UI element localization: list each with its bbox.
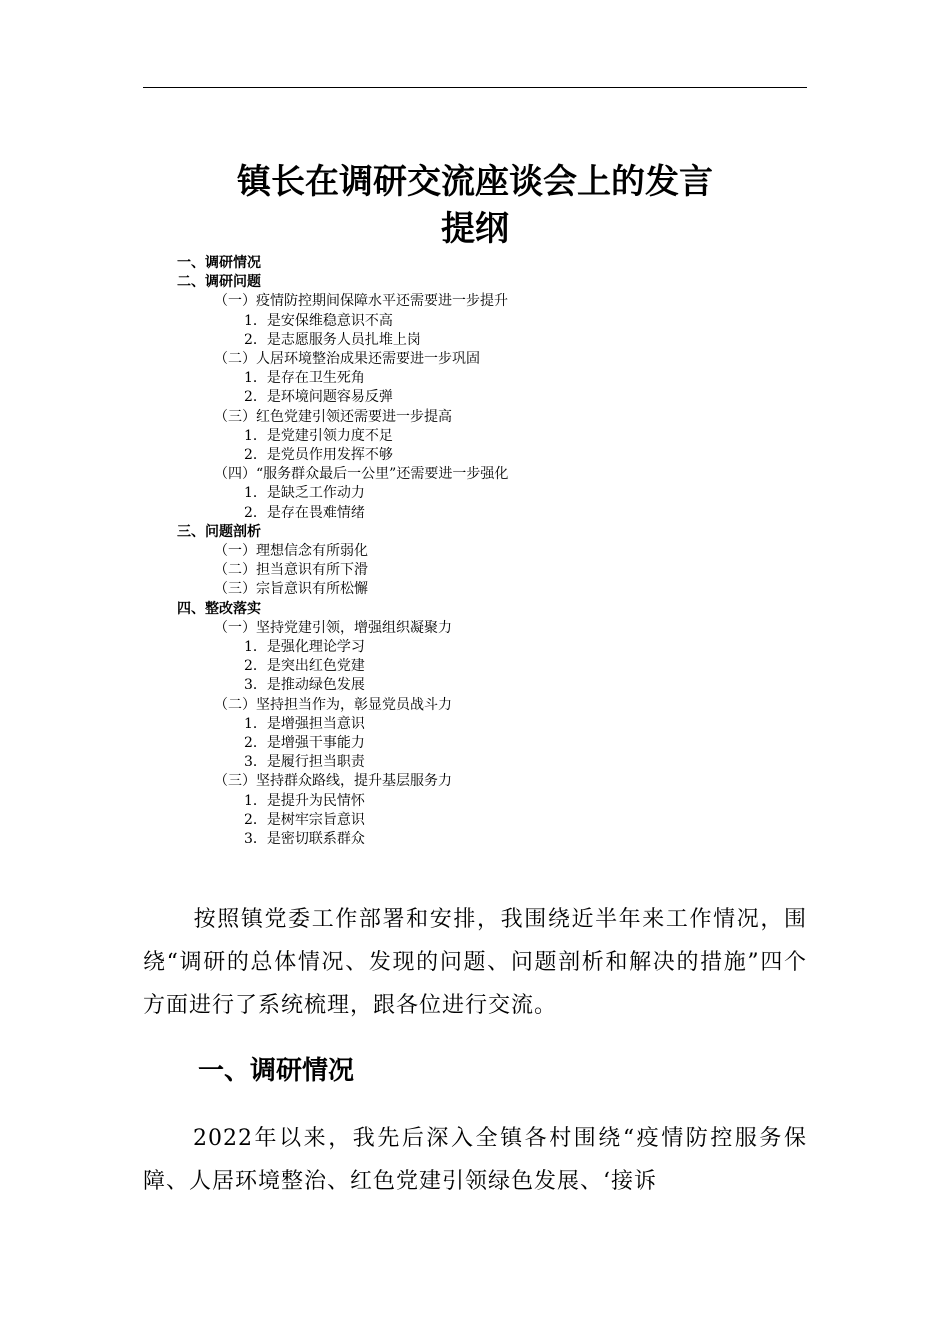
outline-item-level3: 1．是增强担当意识 xyxy=(244,715,365,732)
outline-item-level3: 1．是强化理论学习 xyxy=(244,639,365,655)
section-paragraph xyxy=(143,1117,807,1203)
outline-item-level3: 1．是党建引领力度不足 xyxy=(244,427,393,444)
intro-paragraph-text: 按照镇党委工作部署和安排，我围绕近半年来工作情况，围绕“调研的总体情况、发现的问题、问题剖析和解决的措施”四个方面进行了系统梳理，跟各位进行交流。 xyxy=(143,907,807,1018)
section-paragraph-text: 2022年以来，我先后深入全镇各村围绕“疫情防控服务保障、人居环境整治、红色党建引领绿色发展、‘接诉 xyxy=(143,1126,807,1194)
outline-item-level2: （一）坚持党建引领，增强组织凝聚力 xyxy=(214,619,452,636)
outline-item-level3: 1．是提升为民情怀 xyxy=(244,792,365,809)
outline-item-level3: 3．是密切联系群众 xyxy=(244,831,365,847)
outline-item-level2: （四）“服务群众最后一公里”还需要进一步强化 xyxy=(214,466,509,483)
outline-item-level1: 一、调研情况 xyxy=(177,255,261,271)
outline-item-level2: （一）疫情防控期间保障水平还需要进一步提升 xyxy=(214,293,508,310)
outline-item-level3: 1．是缺乏工作动力 xyxy=(244,485,365,502)
outline-item-level3: 2．是环境问题容易反弹 xyxy=(244,389,393,406)
outline-item-level2: （三）红色党建引领还需要进一步提高 xyxy=(214,408,452,425)
outline-item-level2: （二）人居环境整治成果还需要进一步巩固 xyxy=(214,351,480,367)
outline-item-level1: 二、调研问题 xyxy=(177,274,261,291)
intro-paragraph xyxy=(143,898,807,1027)
outline-item-level1: 三、问题剖析 xyxy=(177,523,261,540)
outline-item-level2: （二）担当意识有所下滑 xyxy=(214,562,368,579)
outline-item-level3: 2．是志愿服务人员扎堆上岗 xyxy=(244,331,421,348)
outline-item-level2: （二）坚持担当作为，彰显党员战斗力 xyxy=(214,696,452,713)
outline-item-level1: 四、整改落实 xyxy=(177,600,261,617)
outline-item-level3: 2．是存在畏难情绪 xyxy=(244,504,365,521)
document-title: 镇长在调研交流座谈会上的发言 xyxy=(237,162,713,202)
header-rule xyxy=(143,87,807,88)
outline-item-level2: （三）坚持群众路线，提升基层服务力 xyxy=(214,773,452,790)
outline-item-level3: 2．是树牢宗旨意识 xyxy=(244,811,365,828)
document-title-line2: 提纲 xyxy=(441,209,509,249)
outline-item-level3: 2．是党员作用发挥不够 xyxy=(244,447,393,463)
outline-item-level3: 3．是推动绿色发展 xyxy=(244,677,365,694)
outline-item-level3: 2．是增强干事能力 xyxy=(244,735,365,751)
outline-item-level3: 1．是安保维稳意识不高 xyxy=(244,312,393,329)
outline-item-level3: 2．是突出红色党建 xyxy=(244,658,365,675)
outline-item-level3: 1．是存在卫生死角 xyxy=(244,370,365,387)
section-heading: 一、调研情况 xyxy=(198,1056,355,1086)
outline-item-level3: 3．是履行担当职责 xyxy=(244,754,365,771)
outline-item-level2: （一）理想信念有所弱化 xyxy=(214,543,368,559)
outline-item-level2: （三）宗旨意识有所松懈 xyxy=(214,581,368,598)
